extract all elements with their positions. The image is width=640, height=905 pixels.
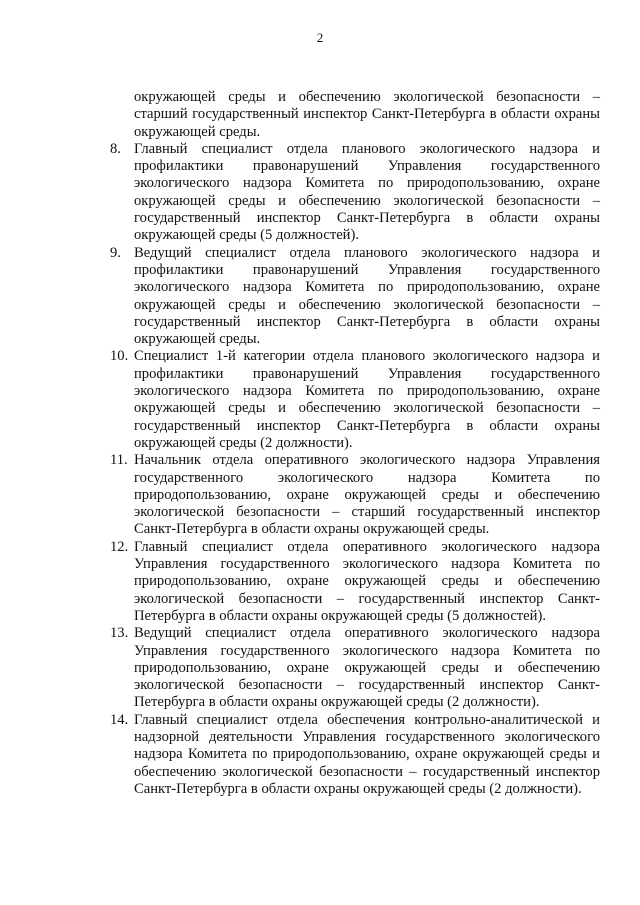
list-item-text: Главный специалист отдела обеспечения контрольно-аналитической и надзорной деятельности Управления государственного экологического надзора Комитета по природопользованию, охране окружающей среды и обеспечению экологической безопасности – государственный инспектор Санкт-Петербурга в области охраны окружающей среды (2 должности). xyxy=(134,711,600,797)
list-item-number: 11. xyxy=(110,452,128,469)
list-item-14 xyxy=(110,712,600,798)
document-body xyxy=(110,89,600,798)
list-item-text: Ведущий специалист отдела планового экологического надзора и профилактики правонарушений Управления государственного экологического надзора Комитета по природопользованию, охране окружающей среды и обеспечению экологической безопасности – государственный инспектор Санкт-Петербурга в области охраны окружающей среды. xyxy=(134,244,600,348)
page-number: 2 xyxy=(316,30,324,45)
list-item-number: 8. xyxy=(110,140,121,157)
list-item-8 xyxy=(110,141,600,245)
list-item-12 xyxy=(110,539,600,625)
list-item-number: 13. xyxy=(110,625,129,642)
list-item-10 xyxy=(110,348,600,452)
continuation-paragraph: окружающей среды и обеспечению экологической безопасности – старший государственный инспектор Санкт-Петербурга в области охраны окружающей среды. xyxy=(134,89,600,140)
list-item-11 xyxy=(110,452,600,538)
list-item-text: Ведущий специалист отдела оперативного экологического надзора Управления государственного экологического надзора Комитета по природопользованию, охране окружающей среды и обеспечению экологической безопасности – государственный инспектор Санкт-Петербурга в области охраны окружающей среды (2 должности). xyxy=(134,625,600,711)
list-item-number: 9. xyxy=(110,244,121,261)
list-item-number: 14. xyxy=(110,711,129,728)
list-item-number: 10. xyxy=(110,348,129,365)
list-item-text: Специалист 1-й категории отдела планового экологического надзора и профилактики правонарушений Управления государственного экологического надзора Комитета по природопользованию, охране окружающей среды и обеспечению экологической безопасности – государственный инспектор Санкт-Петербурга в области охраны окружающей среды (2 должности). xyxy=(134,348,600,451)
list-item-text: Главный специалист отдела оперативного экологического надзора Управления государственного экологического надзора Комитета по природопользованию, охране окружающей среды и обеспечению экологической безопасности – государственный инспектор Санкт-Петербурга в области охраны окружающей среды (5 должностей). xyxy=(134,538,600,624)
list-item-text: Главный специалист отдела планового экологического надзора и профилактики правонарушений Управления государственного экологического надзора Комитета по природопользованию, охране окружающей среды и обеспечению экологической безопасности – государственный инспектор Санкт-Петербурга в области охраны окружающей среды (5 должностей). xyxy=(134,140,600,244)
list-item-text: Начальник отдела оперативного экологического надзора Управления государственного экологического надзора Комитета по природопользованию, охране окружающей среды и обеспечению экологической безопасности – старший государственный инспектор Санкт-Петербурга в области охраны окружающей среды. xyxy=(134,452,600,538)
list-item-number: 12. xyxy=(110,538,129,555)
list-item-13 xyxy=(110,625,600,711)
list-item-9 xyxy=(110,245,600,349)
